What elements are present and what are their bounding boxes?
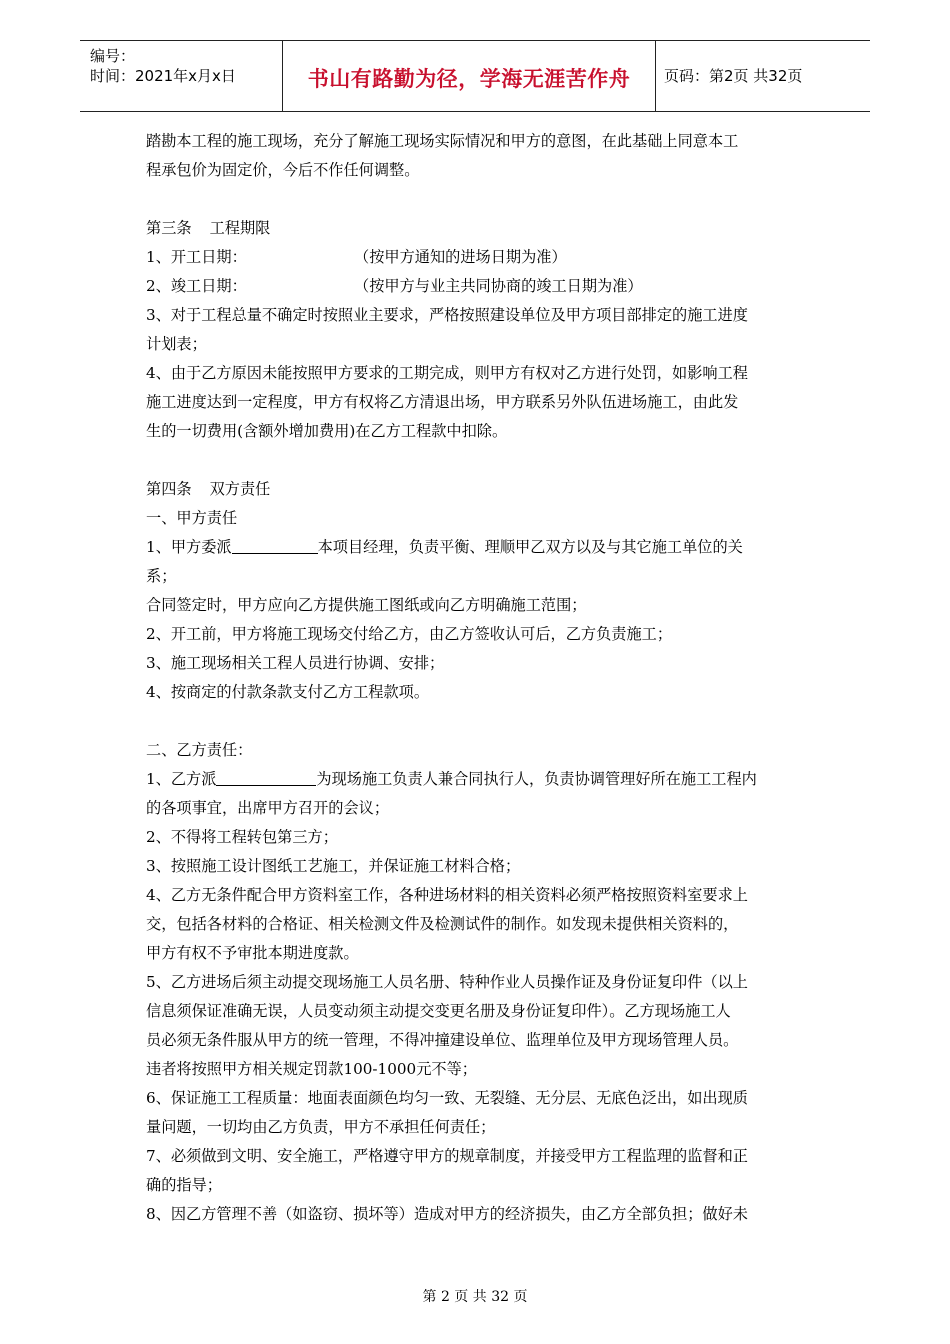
body-line: 计划表；: [146, 335, 207, 353]
body-line: 量问题，一切均由乙方负责，甲方不承担任何责任；: [146, 1118, 496, 1136]
party-a-item-1: 1、甲方委派 本项目经理，负责平衡、理顺甲乙双方以及与其它施工单位的关: [146, 533, 810, 562]
manager-blank-line: [232, 534, 318, 554]
party-b-item-5: 5、乙方进场后须主动提交现场施工人员名册、特种作业人员操作证及身份证复印件（以上: [146, 973, 748, 991]
body-line: 程承包价为固定价，今后不作任何调整。: [146, 161, 420, 179]
body-line: 施工进度达到一定程度，甲方有权将乙方清退出场，甲方联系另外队伍进场施工，由此发: [146, 393, 739, 411]
header-page-number: 页码：第2页 共32页: [664, 67, 803, 85]
section-three-title: 第三条 工程期限: [146, 219, 271, 237]
party-a-heading: 一、甲方责任: [146, 509, 238, 527]
completion-date-line: 2、竣工日期： （按甲方与业主共同协商的竣工日期为准）: [146, 277, 643, 295]
body-line: 甲方有权不予审批本期进度款。: [146, 944, 359, 962]
body-line: 生的一切费用(含额外增加费用)在乙方工程款中扣除。: [146, 422, 508, 440]
party-b-item-4: 4、乙方无条件配合甲方资料室工作，各种进场材料的相关资料必须严格按照资料室要求上: [146, 886, 748, 904]
body-line: 踏勘本工程的施工现场，充分了解施工现场实际情况和甲方的意图，在此基础上同意本工: [146, 132, 739, 150]
body-line: 3、对于工程总量不确定时按照业主要求，严格按照建设单位及甲方项目部排定的施工进度: [146, 306, 748, 324]
document-body: [146, 127, 810, 1229]
header-motto: 书山有路勤为径，学海无涯苦作舟: [307, 67, 631, 91]
body-line: 确的指导；: [146, 1176, 222, 1194]
document-number-label: 编号：: [90, 47, 136, 65]
body-line: 员必须无条件服从甲方的统一管理，不得冲撞建设单位、监理单位及甲方现场管理人员。: [146, 1031, 739, 1049]
party-b-item-1: 1、乙方派 为现场施工负责人兼合同执行人，负责协调管理好所在施工工程内: [146, 765, 810, 794]
party-b-item-2: 2、不得将工程转包第三方；: [146, 828, 338, 846]
body-line: 合同签定时，甲方应向乙方提供施工图纸或向乙方明确施工范围；: [146, 596, 587, 614]
party-b-heading: 二、乙方责任：: [146, 741, 253, 759]
party-a-item-3: 3、施工现场相关工程人员进行协调、安排；: [146, 654, 445, 672]
body-line: 的各项事宜，出席甲方召开的会议；: [146, 799, 389, 817]
body-line: 交，包括各材料的合格证、相关检测文件及检测试件的制作。如发现未提供相关资料的，: [146, 915, 739, 933]
body-line: 信息须保证准确无误，人员变动须主动提交变更名册及身份证复印件）。乙方现场施工人: [146, 1002, 731, 1020]
body-line: 系；: [146, 567, 177, 585]
party-a-item-2: 2、开工前，甲方将施工现场交付给乙方，由乙方签收认可后，乙方负责施工；: [146, 625, 673, 643]
document-time-label: 时间：2021年x月x日: [90, 67, 236, 85]
party-b-item-6: 6、保证施工工程质量：地面表面颜色均匀一致、无裂缝、无分层、无底色泛出，如出现质: [146, 1089, 748, 1107]
party-a-item-4: 4、按商定的付款条款支付乙方工程款项。: [146, 683, 430, 701]
party-b-item-3: 3、按照施工设计图纸工艺施工，并保证施工材料合格；: [146, 857, 521, 875]
site-lead-blank-line: [216, 766, 316, 786]
party-b-item-7: 7、必须做到文明、安全施工，严格遵守甲方的规章制度，并接受甲方工程监理的监督和正: [146, 1147, 748, 1165]
party-b-item-8: 8、因乙方管理不善（如盗窃、损坏等）造成对甲方的经济损失，由乙方全部负担；做好未: [146, 1205, 748, 1223]
body-line: 违者将按照甲方相关规定罚款100-1000元不等；: [146, 1060, 477, 1078]
section-four-title: 第四条 双方责任: [146, 480, 271, 498]
header-motto-cell: [283, 41, 656, 111]
start-date-line: 1、开工日期： （按甲方通知的进场日期为准）: [146, 248, 567, 266]
body-line: 4、由于乙方原因未能按照甲方要求的工期完成，则甲方有权对乙方进行处罚，如影响工程: [146, 364, 748, 382]
header-meta-cell: [80, 41, 283, 111]
page-header: [80, 40, 870, 112]
header-page-cell: [656, 41, 870, 111]
page-footer: 第 2 页 共 32 页: [422, 1289, 528, 1305]
